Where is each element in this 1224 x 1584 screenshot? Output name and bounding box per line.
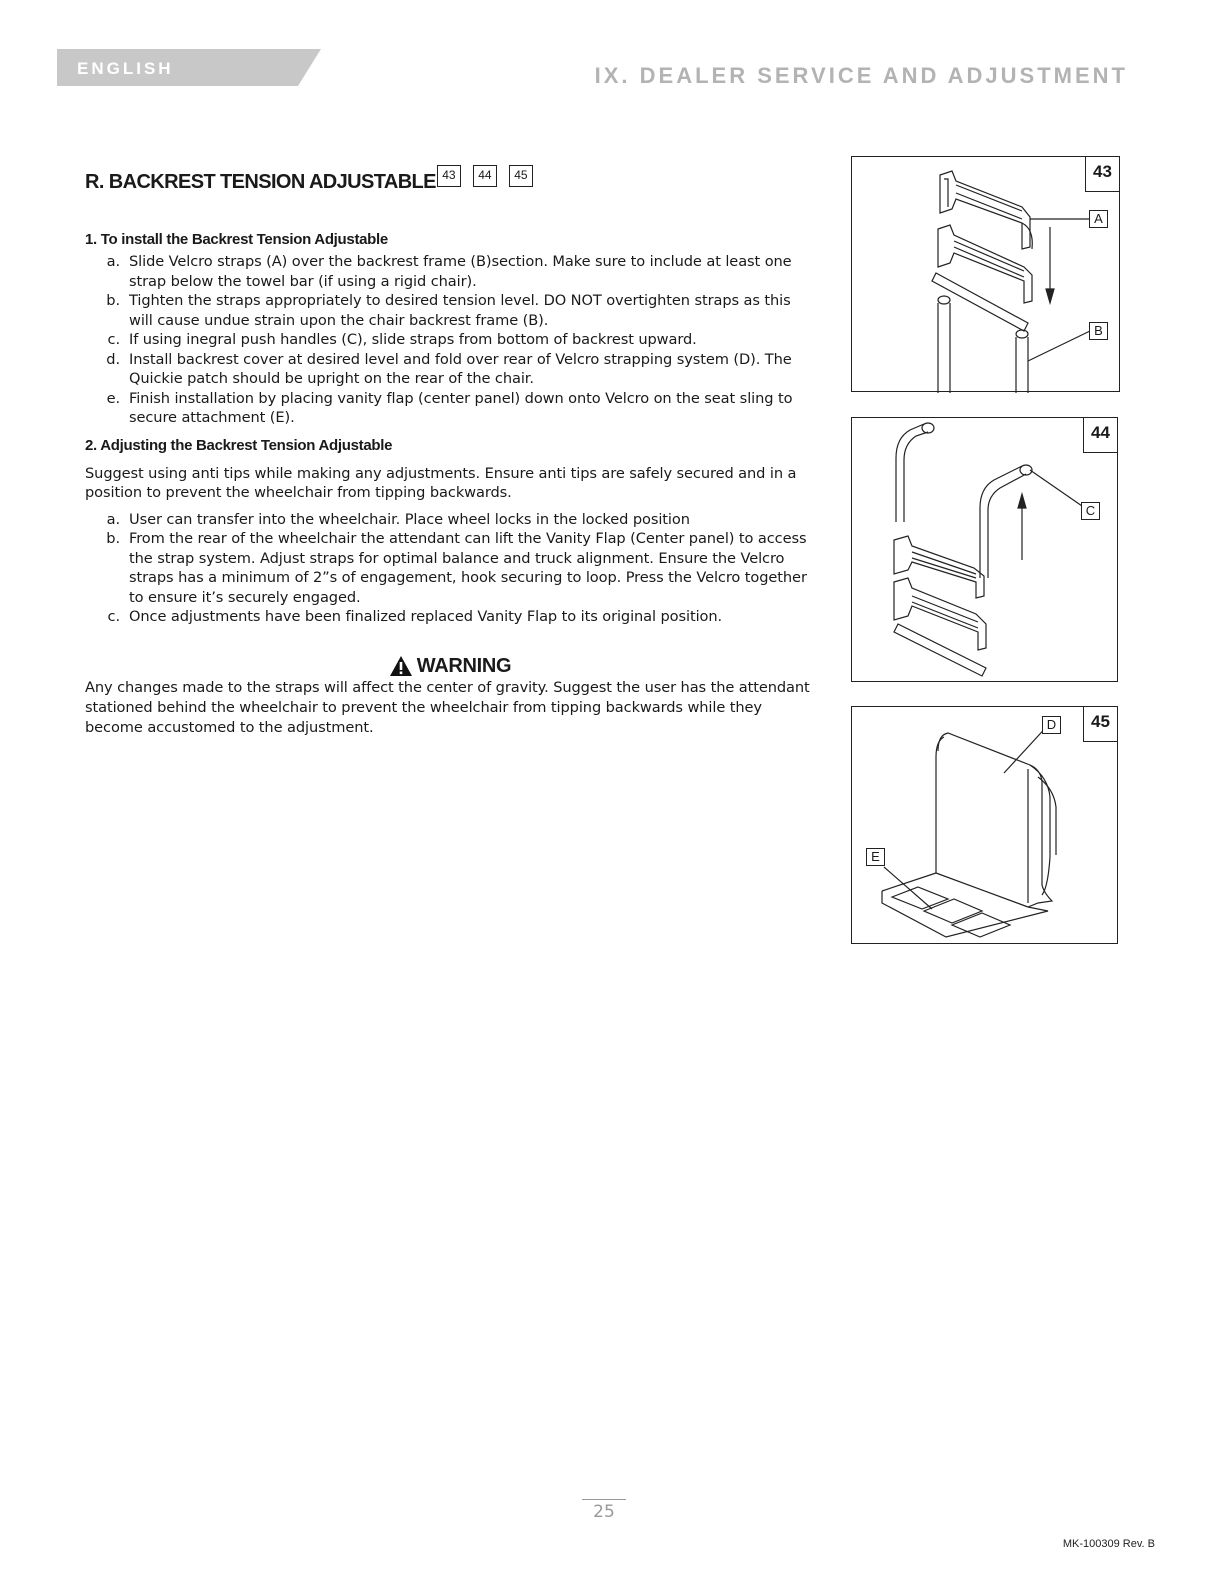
list-marker: c. [107,608,120,625]
warning-title [85,655,815,678]
callout-d: D [1042,716,1061,734]
page-number: 25 [582,1499,626,1522]
main-content [85,165,815,738]
list-marker: d. [106,350,120,368]
figure-43 [851,156,1120,392]
list-item [85,607,815,627]
callout-c: C [1081,502,1100,520]
list-text: User can transfer into the wheelchair. Place wheel locks in the locked position [129,510,690,528]
list-marker: b. [106,530,120,547]
callout-a: A [1089,210,1108,228]
list-marker: a. [106,253,120,270]
figure-ref-45: 45 [509,165,533,187]
list-text: From the rear of the wheelchair the attendant can lift the Vanity Flap (Center panel) to access the strap system. Adjust straps for optimal balance and truck alignment. Ensure the Velcro straps has a minimum of 2”s of engagement, hook securing to loop. Press the Velcro together to ensure it’s securely engaged. [129,530,807,606]
callout-b: B [1089,322,1108,340]
figure-ref-44: 44 [473,165,497,187]
document-id: MK-100309 Rev. B [1062,1538,1155,1550]
list-item [85,252,815,291]
list-item [85,510,815,530]
figure-number: 43 [1085,156,1120,192]
list-text: Tighten the straps appropriately to desired tension level. DO NOT overtighten straps as this will cause undue strain upon the chair backrest frame (B). [129,292,791,329]
figure-45-drawing [852,707,1119,945]
list-text: Once adjustments have been finalized replaced Vanity Flap to its original position. [129,608,723,625]
figure-ref-43: 43 [437,165,461,187]
adjusting-intro: Suggest using anti tips while making any adjustments. Ensure anti tips are safely secured and in a position to prevent the wheelchair from tipping backwards. [85,464,797,501]
warning-text: Any changes made to the straps will affect the center of gravity. Suggest the user has the attendant stationed behind the wheelchair to prevent the wheelchair from tipping backwards while they become accustomed to the adjustment. [85,678,810,736]
list-text: If using inegral push handles (C), slide straps from bottom of backrest upward. [129,331,697,348]
list-item [85,330,815,350]
list-marker: a. [106,510,120,528]
subsection-heading-adjusting: 2. Adjusting the Backrest Tension Adjustable [85,436,393,454]
figure-44-drawing [852,418,1119,683]
warning-icon [389,655,413,677]
figure-number: 45 [1083,706,1118,742]
section-title-row [85,165,815,199]
list-marker: b. [106,292,120,309]
install-steps [85,252,815,428]
list-item [85,350,815,389]
adjusting-steps [85,510,815,627]
figure-44 [851,417,1118,682]
figure-43-drawing [852,157,1121,393]
list-text: Finish installation by placing vanity flap (center panel) down onto Velcro on the seat sling to secure attachment (E). [129,389,793,426]
list-item [85,389,815,428]
list-text: Install backrest cover at desired level and fold over rear of Velcro strapping system (D). The Quickie patch should be upright on the rear of the chair. [129,350,792,387]
figure-number: 44 [1083,417,1118,453]
subsection-heading-install: 1. To install the Backrest Tension Adjustable [85,231,388,248]
figure-45 [851,706,1118,944]
list-marker: e. [106,389,120,407]
language-tab [57,49,321,86]
language-label: ENGLISH [77,59,174,78]
list-item [85,529,815,607]
section-header: IX. DEALER SERVICE AND ADJUSTMENT [594,63,1128,88]
list-item [85,291,815,330]
list-text: Slide Velcro straps (A) over the backrest frame (B)section. Make sure to include at least one strap below the towel bar (if using a rigid chair). [129,253,792,290]
warning-title-text: WARNING [416,654,512,677]
callout-e: E [866,848,885,866]
section-title: R. BACKREST TENSION ADJUSTABLE [85,171,436,193]
list-marker: c. [107,331,120,348]
